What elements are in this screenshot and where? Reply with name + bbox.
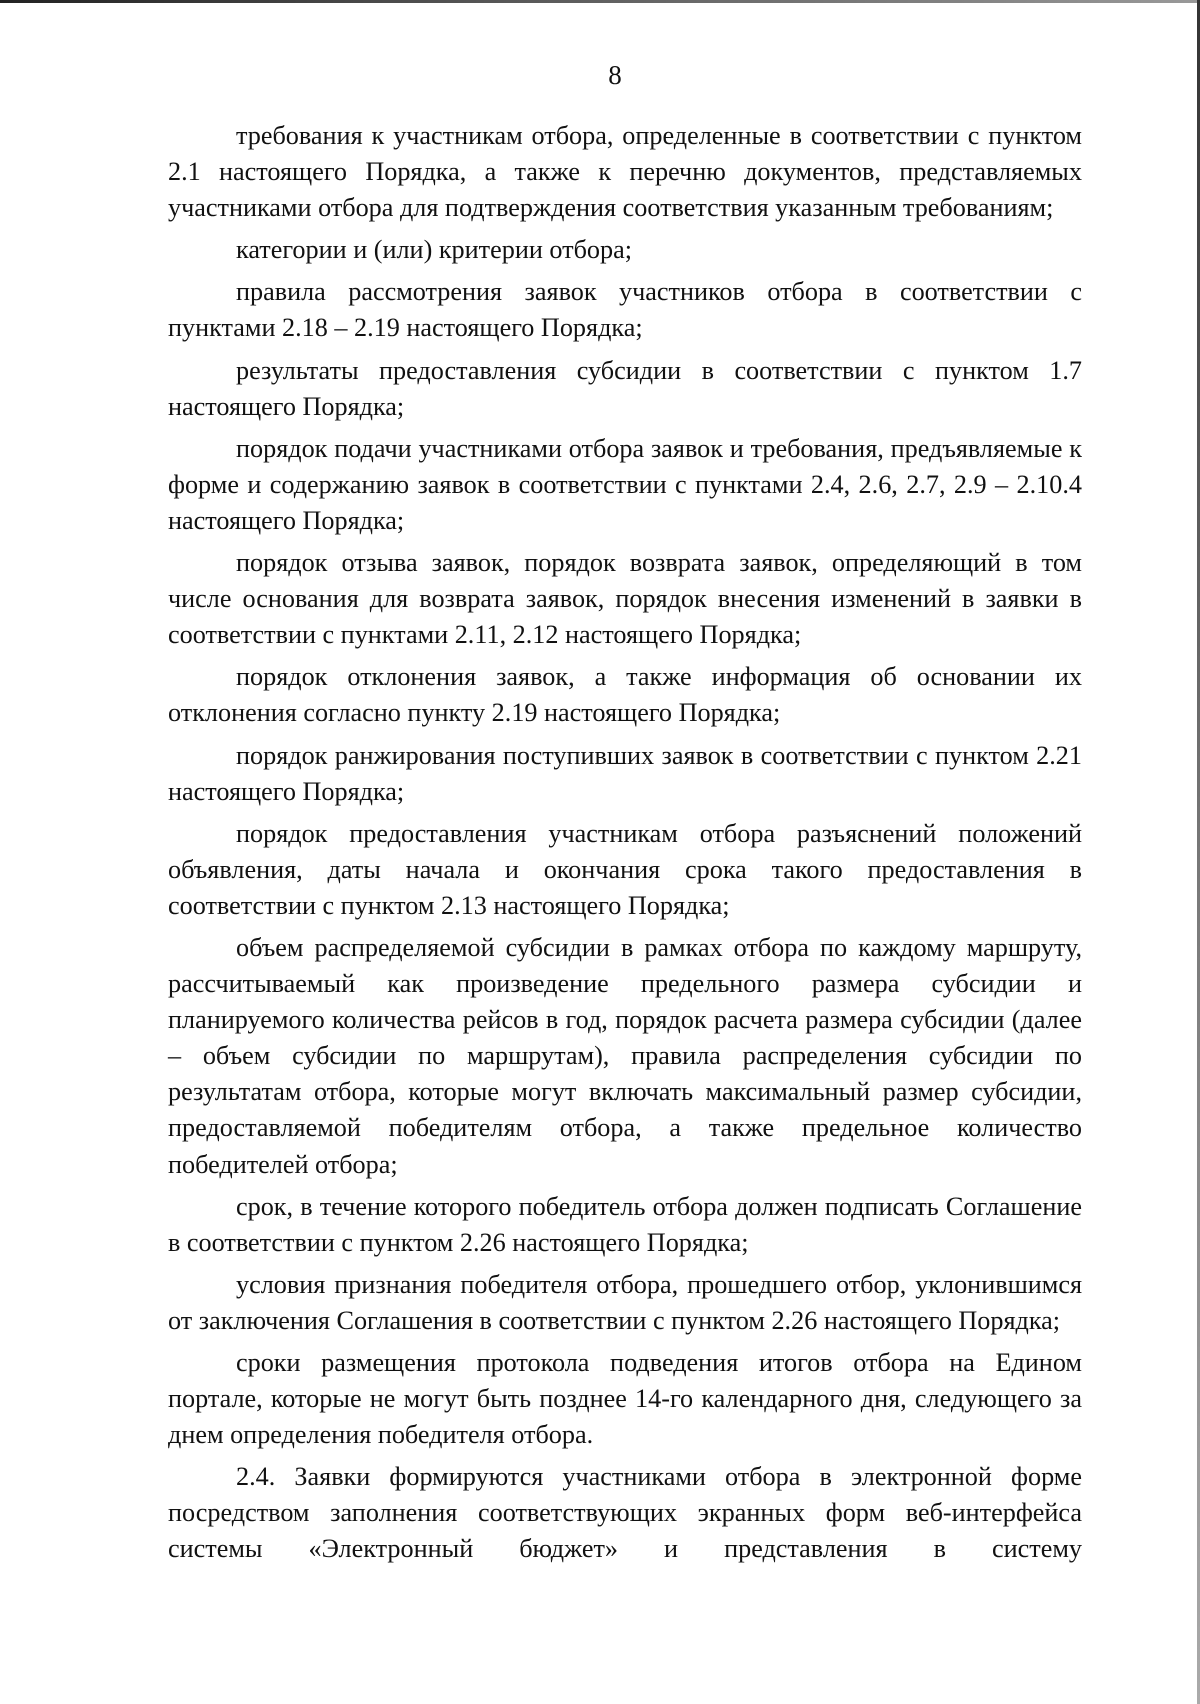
paragraph-submission-order: порядок подачи участниками отбора заявок и требования, предъявляемые к форме и содержанию заявок в соответствии с пунктами 2.4, 2.6, 2.7, 2.9 – 2.10.4 настоящего Порядка; — [168, 433, 1082, 535]
scan-edge-top — [0, 0, 1200, 3]
paragraph-results: результаты предоставления субсидии в соответствии с пунктом 1.7 настоящего Порядка; — [168, 355, 1082, 421]
paragraph-rejection-order: порядок отклонения заявок, а также информация об основании их отклонения согласно пункту 2.19 настоящего Порядка; — [168, 662, 1082, 728]
paragraph-categories: категории и (или) критерии отбора; — [236, 235, 633, 265]
page-number: 8 — [608, 60, 622, 90]
paragraph-subsidy-volume: объем распределяемой субсидии в рамках отбора по каждому маршруту, рассчитываемый как произведение предельного размера субсидии и планируемого количества рейсов в год, порядок расчета размера субсидии (далее – объем субсидии по маршрутам), правила распределения субсидии по результатам отбора, которые могут включать максимальный размер субсидии, предоставляемой победителям отбора, а также предельное количество победителей отбора; — [168, 932, 1082, 1179]
paragraph-review-rules: правила рассмотрения заявок участников отбора в соответствии с пунктами 2.18 – 2.19 настоящего Порядка; — [168, 277, 1082, 343]
paragraph-protocol-deadline: сроки размещения протокола подведения итогов отбора на Едином портале, которые не могут быть позднее 14-го календарного дня, следующего за днем определения победителя отбора. — [168, 1348, 1082, 1450]
paragraph-ranking-order: порядок ранжирования поступивших заявок в соответствии с пунктом 2.21 настоящего Порядка; — [168, 740, 1082, 806]
paragraph-evasion-conditions: условия признания победителя отбора, прошедшего отбор, уклонившимся от заключения Соглашения в соответствии с пунктом 2.26 настоящего Порядка; — [168, 1269, 1082, 1335]
paragraph-clarifications: порядок предоставления участникам отбора разъяснений положений объявления, даты начала и окончания срока такого предоставления в соответствии с пунктом 2.13 настоящего Порядка; — [168, 818, 1082, 920]
paragraph-requirements: требования к участникам отбора, определенные в соответствии с пунктом 2.1 настоящего Порядка, а также к перечню документов, представляемых участниками отбора для подтверждения соответствия указанным требованиям; — [168, 121, 1082, 223]
document-body — [168, 118, 1082, 1568]
paragraph-2-4: 2.4. Заявки формируются участниками отбора в электронной форме посредством заполнения соответствующих экранных форм веб-интерфейса системы «Электронный бюджет» и представления в систему — [168, 1462, 1082, 1564]
paragraph-signing-deadline: срок, в течение которого победитель отбора должен подписать Соглашение в соответствии с пунктом 2.26 настоящего Порядка; — [168, 1191, 1082, 1257]
paragraph-withdrawal-order: порядок отзыва заявок, порядок возврата заявок, определяющий в том числе основания для возврата заявок, порядок внесения изменений в заявки в соответствии с пунктами 2.11, 2.12 настоящего Порядка; — [168, 548, 1082, 650]
